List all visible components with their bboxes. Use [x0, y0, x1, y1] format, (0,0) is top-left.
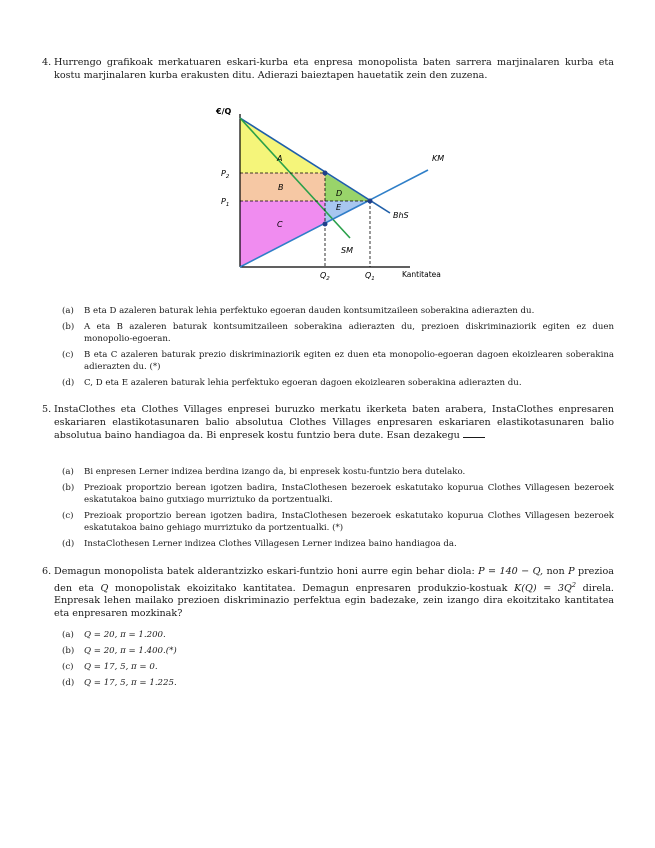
area-a-label: A: [277, 154, 283, 163]
question-5: [42, 404, 614, 443]
p2-label: $P_2$: [221, 169, 230, 180]
bhs-label: BhS: [393, 211, 409, 220]
sm-label: SM: [341, 246, 353, 255]
option-6b[interactable]: [62, 645, 614, 657]
area-b-label: B: [278, 183, 284, 192]
option-text: B eta C azaleren baturak prezio diskriminaziorik egiten ez duen eta monopolio-egoeran dagoen ekoizlearen soberakina adierazten du. (*): [84, 350, 614, 372]
q1-label: $Q_1$: [365, 271, 375, 282]
option-4b[interactable]: [62, 321, 614, 345]
y-axis-label: €/Q: [216, 107, 232, 116]
option-5a[interactable]: [62, 466, 614, 478]
price-symbol: P: [568, 566, 575, 577]
area-e-label: E: [336, 203, 342, 212]
question-5-options: [62, 466, 614, 554]
demand-equation: P = 140 − Q,: [478, 566, 544, 577]
cost-equation: [514, 580, 577, 594]
option-6c[interactable]: [62, 661, 614, 673]
option-label: (d): [62, 539, 75, 549]
option-6d[interactable]: [62, 677, 614, 689]
option-text: B eta D azaleren baturak lehia perfektuko egoeran dauden kontsumitzaileen soberakina adierazten du.: [84, 306, 535, 316]
question-4: [42, 57, 614, 82]
area-c-label: C: [277, 220, 283, 229]
area-d-label: D: [336, 189, 343, 198]
cost-equation-lhs: K(Q) = 3Q: [514, 582, 572, 594]
option-label: (d): [62, 678, 75, 688]
cost-equation-exponent: 2: [571, 580, 577, 589]
quantity-symbol: Q: [100, 582, 109, 594]
option-text: Prezioak proportzio berean igotzen badira, InstaClothesen bezeroek eskatutako kopurua Clothes Villagesen bezeroek eskatutakoa baino gutxiago murriztuko da portzentualki.: [84, 483, 614, 505]
question-6-number: 6.: [42, 566, 52, 577]
question-4-number: 4.: [42, 57, 52, 68]
option-text: Bi enpresen Lerner indizea berdina izango da, bi enpresek kostu-funtzio bera dutelako.: [84, 467, 466, 477]
option-text: InstaClothesen Lerner indizea Clothes Villagesen Lerner indizea baino handiagoa da.: [84, 539, 457, 549]
km-label: KM: [432, 154, 445, 163]
option-label: (d): [62, 378, 75, 388]
option-label: (b): [62, 483, 75, 493]
question-6-options: [62, 629, 614, 693]
option-label: (a): [62, 306, 74, 316]
question-4-text: Hurrengo grafikoak merkatuaren eskari-kurba eta enpresa monopolista baten sarrera marjinalaren kurba eta kostu marjinalaren kurba erakusten ditu. Adierazi baieztapen hauetatik zein den zuzena.: [54, 57, 614, 81]
p1-label: $P_1$: [221, 197, 230, 208]
option-4d[interactable]: [62, 377, 614, 389]
question-6-non: non: [546, 566, 565, 577]
option-5d[interactable]: [62, 538, 614, 550]
question-6-line3: direla. Enpresak lehen mailako prezioen diskriminazio perfektua egin badezake, zein izango dira ekoitzitako kantitatea eta enpresaren mozkinak?: [54, 582, 614, 619]
mr-mc-point: [323, 222, 328, 227]
question-6-line2b: prezioa den eta: [54, 566, 614, 594]
option-5c[interactable]: [62, 510, 614, 534]
question-6: [42, 566, 614, 621]
option-label: (b): [62, 322, 75, 332]
monopoly-point: [323, 171, 328, 176]
option-text: Q = 17, 5, π = 0.: [84, 662, 158, 672]
option-6a[interactable]: [62, 629, 614, 641]
option-5b[interactable]: [62, 482, 614, 506]
supply-demand-graph: [200, 100, 470, 285]
q2-label: $Q_2$: [320, 271, 330, 282]
option-label: (b): [62, 646, 75, 656]
option-text: Q = 20, π = 1.400.(*): [84, 646, 177, 656]
option-text: Q = 17, 5, π = 1.225.: [84, 678, 177, 688]
option-label: (c): [62, 511, 74, 521]
question-5-number: 5.: [42, 404, 52, 415]
option-label: (c): [62, 350, 74, 360]
option-label: (a): [62, 630, 74, 640]
option-label: (c): [62, 662, 74, 672]
option-label: (a): [62, 467, 74, 477]
option-text: Prezioak proportzio berean igotzen badira, InstaClothesen bezeroek eskatutako kopurua Clothes Villagesen bezeroek eskatutakoa baino gehiago murriztuko da portzentualki. (*): [84, 511, 614, 533]
answer-blank: [463, 429, 485, 438]
competitive-point: [368, 199, 373, 204]
option-4c[interactable]: [62, 349, 614, 373]
option-text: C, D eta E azaleren baturak lehia perfektuko egoeran dagoen ekoizlearen soberakina adierazten du.: [84, 378, 522, 388]
option-4a[interactable]: [62, 305, 614, 317]
question-4-options: [62, 305, 614, 393]
x-axis-label: Kantitatea: [402, 270, 441, 279]
option-text: Q = 20, π = 1.200.: [84, 630, 166, 640]
question-5-text: InstaClothes eta Clothes Villages enpresei buruzko merkatu ikerketa baten arabera, InstaClothes enpresaren eskariaren elastikotasunaren balio absolutua Clothes Villages enpresaren eskariaren elastikotasunaren balio absolutua baino handiagoa da. Bi enpresek kostu funtzio bera dute. Esan dezakegu: [54, 404, 614, 442]
question-6-line1: Demagun monopolista batek alderantzizko eskari-funtzio honi aurre egin behar diola:: [54, 566, 475, 577]
question-6-line2c: monopolistak ekoizitako kantitatea. Demagun enpresaren produkzio-kostuak: [115, 582, 508, 594]
option-text: A eta B azaleren baturak kontsumitzaileen soberakina adierazten du, prezioen diskriminaziorik egiten ez duen monopolio-egoeran.: [84, 322, 614, 344]
